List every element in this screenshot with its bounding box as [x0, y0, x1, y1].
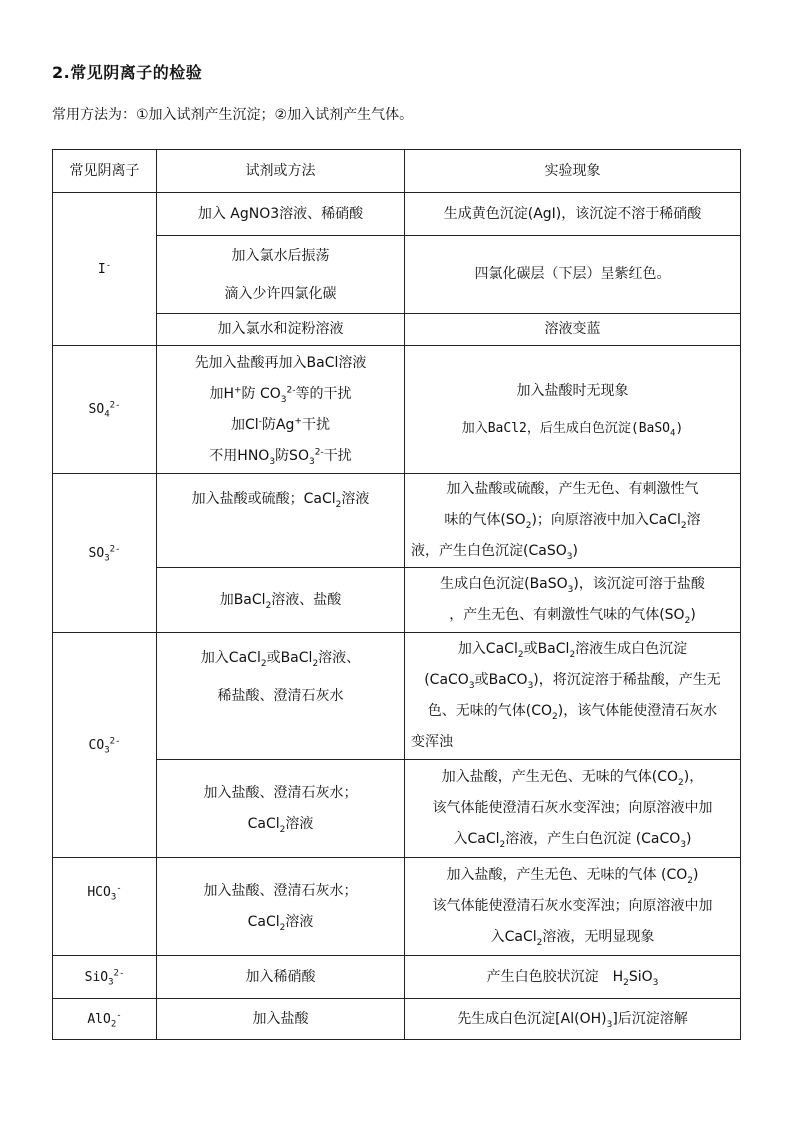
table-row — [53, 633, 741, 760]
table-row — [53, 346, 741, 474]
ion-carbonate: $CO_3^{2-}$ — [53, 633, 157, 858]
ion-aluminate: AlO$_2$- — [53, 999, 157, 1040]
iodide-result-2: 四氯化碳层（下层）呈紫红色。 — [405, 236, 741, 314]
sulfite-method-1: 加入盐酸或硫酸；CaCl$_2$溶液 — [157, 474, 405, 568]
sulfate-result: 加入盐酸时无现象 加入BaCl2，后生成白色沉淀(BaSO$_4$) — [405, 346, 741, 474]
ion-sulfite: $SO_3^{2-}$ — [53, 474, 157, 633]
silicate-result: 产生白色胶状沉淀 $H_2SiO_3$ — [405, 956, 741, 999]
table-row — [53, 236, 741, 314]
iodide-method-1: 加入 AgNO3溶液、稀硝酸 — [157, 193, 405, 236]
table-row — [53, 760, 741, 858]
table-row — [53, 568, 741, 633]
iodide-result-1: 生成黄色沉淀(AgI)，该沉淀不溶于稀硝酸 — [405, 193, 741, 236]
table-row — [53, 474, 741, 568]
table-row — [53, 314, 741, 346]
intro-text: 常用方法为：①加入试剂产生沉淀；②加入试剂产生气体。 — [52, 107, 414, 123]
table-row — [53, 999, 741, 1040]
carbonate-result-2: 加入盐酸，产生无色、无味的气体$(CO_2)$， 该气体能使澄清石灰水变浑浊；向原溶液中加 入CaCl$_2$溶液，产生白色沉淀 (CaCO$_3$) — [405, 760, 741, 858]
silicate-method: 加入稀硝酸 — [157, 956, 405, 999]
section-heading: 2.常见阴离子的检验 — [52, 63, 203, 82]
table-header-row — [53, 150, 741, 193]
carbonate-result-1: 加入CaCl$_2$或BaCl$_2$溶液生成白色沉淀 (CaCO$_3$或BaCO$_3$)，将沉淀溶于稀盐酸，产生无 色、无味的气体$(CO_2)$，该气体能使澄清石灰水 变浑浊 — [405, 633, 741, 760]
bicarbonate-method: 加入盐酸、澄清石灰水； CaCl$_2$溶液 — [157, 858, 405, 956]
aluminate-result: 先生成白色沉淀$[Al(OH)_3]$后沉淀溶解 — [405, 999, 741, 1040]
aluminate-method: 加入盐酸 — [157, 999, 405, 1040]
sulfite-result-2: 生成白色沉淀(BaSO$_3$)，该沉淀可溶于盐酸 ，产生无色、有刺激性气味的气体$(SO_2)$ — [405, 568, 741, 633]
ion-bicarbonate: $HCO_3^-$ — [53, 858, 157, 956]
ion-silicate: SiO$_3^{2-}$ — [53, 956, 157, 999]
iodide-method-3: 加入氯水和淀粉溶液 — [157, 314, 405, 346]
header-phenomenon: 实验现象 — [405, 150, 741, 193]
sulfate-method: 先加入盐酸再加入BaCl溶液 加H+防 $CO_3^{2-}$等的干扰 加Cl-防Ag+干扰 不用$HNO_3$防$SO_3^{2-}$干扰 — [157, 346, 405, 474]
anion-test-table — [52, 149, 741, 1040]
carbonate-method-1: 加入CaCl$_2$或BaCl$_2$溶液、 稀盐酸、澄清石灰水 — [157, 633, 405, 760]
carbonate-method-2: 加入盐酸、澄清石灰水； CaCl$_2$溶液 — [157, 760, 405, 858]
ion-sulfate: $SO_4^{2-}$ — [53, 346, 157, 474]
bicarbonate-result: 加入盐酸，产生无色、无味的气体 $(CO_2)$ 该气体能使澄清石灰水变浑浊；向原溶液中加 入CaCl$_2$溶液，无明显现象 — [405, 858, 741, 956]
header-reagent: 试剂或方法 — [157, 150, 405, 193]
table-row — [53, 956, 741, 999]
table-row — [53, 858, 741, 956]
sulfite-method-2: 加BaCl$_2$溶液、盐酸 — [157, 568, 405, 633]
header-anion: 常见阴离子 — [53, 150, 157, 193]
sulfite-result-1: 加入盐酸或硫酸，产生无色、有刺激性气 味的气体$(SO_2)$；向原溶液中加入CaCl$_2$溶 液，产生白色沉淀(CaSO$_3$) — [405, 474, 741, 568]
iodide-method-2: 加入氯水后振荡 滴入少许四氯化碳 — [157, 236, 405, 314]
ion-iodide: I- — [53, 193, 157, 346]
table-row — [53, 193, 741, 236]
iodide-result-3: 溶液变蓝 — [405, 314, 741, 346]
